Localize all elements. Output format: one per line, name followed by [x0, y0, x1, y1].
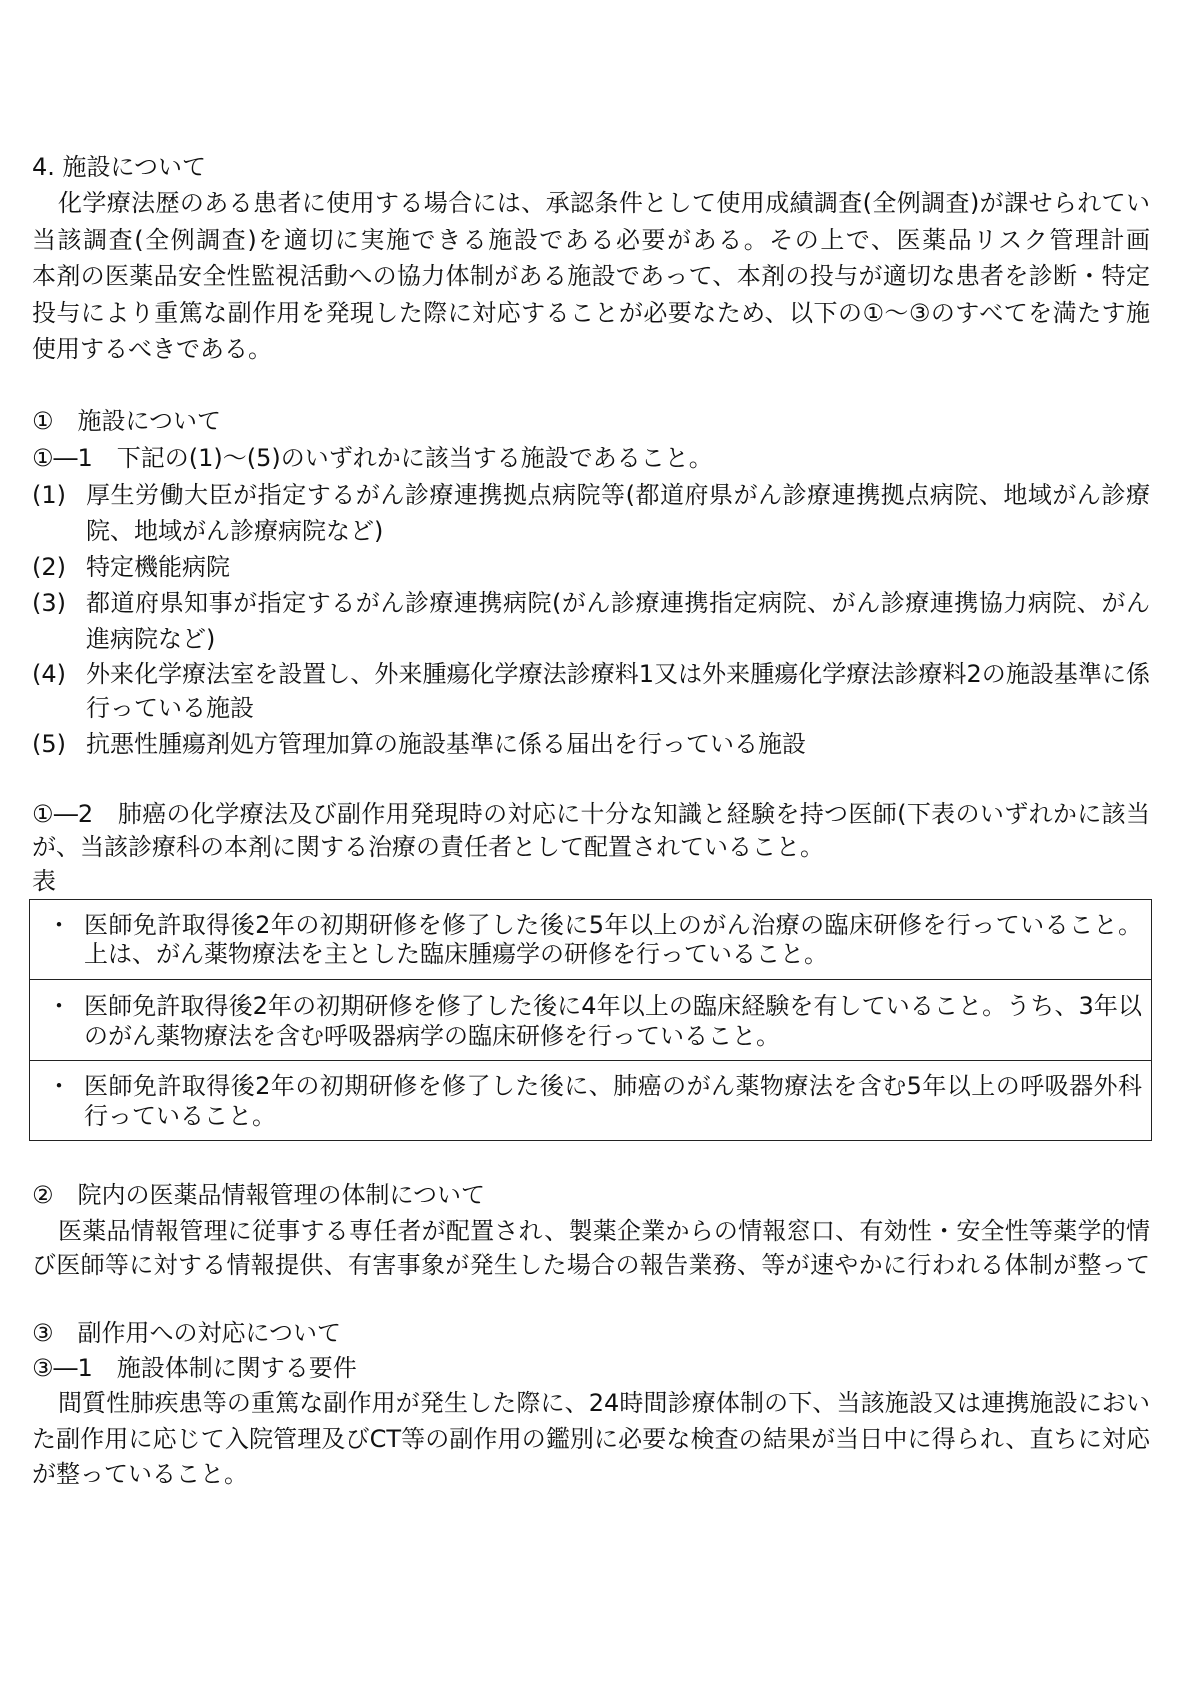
list-item-text: 厚生労働大臣が指定するがん診療連携拠点病院等(都道府県がん診療連携拠点病院、地域がん診療 — [86, 481, 1150, 509]
list-item-number: (2) — [32, 553, 66, 581]
subsection-1-2-line: ①―2 肺癌の化学療法及び副作用発現時の対応に十分な知識と経験を持つ医師(下表のいずれかに該当 — [32, 800, 1150, 828]
subsection-3-1-heading: ③―1 施設体制に関する要件 — [32, 1354, 357, 1382]
subsection-2-heading: ② 院内の医薬品情報管理の体制について — [32, 1181, 486, 1209]
table-cell-text: 医師免許取得後2年の初期研修を修了した後に5年以上のがん治療の臨床研修を行っていること。 — [84, 911, 1142, 939]
paragraph-line: が整っていること。 — [32, 1460, 248, 1488]
list-item-number: (5) — [32, 730, 66, 758]
list-item-number: (1) — [32, 481, 66, 509]
table-divider — [29, 979, 1151, 980]
subsection-1-2-line: が、当該診療科の本剤に関する治療の責任者として配置されていること。 — [32, 833, 824, 861]
section-4-heading: 4. 施設について — [32, 153, 207, 181]
subsection-3-heading: ③ 副作用への対応について — [32, 1319, 342, 1347]
list-item-text: 特定機能病院 — [86, 553, 230, 581]
paragraph-line: 化学療法歴のある患者に使用する場合には、承認条件として使用成績調査(全例調査)が課せられてい — [58, 189, 1150, 217]
paragraph-line: 投与により重篤な副作用を発現した際に対応することが必要なため、以下の①～③のすべてを満たす施 — [32, 299, 1150, 327]
paragraph-line: 医薬品情報管理に従事する専任者が配置され、製薬企業からの情報窓口、有効性・安全性等薬学的情 — [58, 1217, 1150, 1245]
list-item-text: 都道府県知事が指定するがん診療連携病院(がん診療連携指定病院、がん診療連携協力病院、がん — [86, 589, 1150, 617]
table-cell-text: 医師免許取得後2年の初期研修を修了した後に、肺癌のがん薬物療法を含む5年以上の呼吸器外科 — [84, 1072, 1142, 1100]
list-item-text: 外来化学療法室を設置し、外来腫瘍化学療法診療料1又は外来腫瘍化学療法診療料2の施設基準に係 — [86, 660, 1150, 688]
table-cell-text: 医師免許取得後2年の初期研修を修了した後に4年以上の臨床経験を有していること。うち、3年以 — [84, 992, 1142, 1020]
paragraph-line: 間質性肺疾患等の重篤な副作用が発生した際に、24時間診療体制の下、当該施設又は連携施設におい — [58, 1389, 1150, 1417]
paragraph-line: び医師等に対する情報提供、有害事象が発生した場合の報告業務、等が速やかに行われる体制が整って — [32, 1251, 1150, 1279]
subsection-1-heading: ① 施設について — [32, 407, 222, 435]
table-cell-text: のがん薬物療法を含む呼吸器病学の臨床研修を行っていること。 — [84, 1022, 780, 1050]
paragraph-line: 当該調査(全例調査)を適切に実施できる施設である必要がある。その上で、医薬品リスク管理計画 — [32, 226, 1150, 254]
list-item-number: (3) — [32, 589, 66, 617]
paragraph-line: 使用するべきである。 — [32, 335, 272, 363]
bullet: ・ — [47, 911, 71, 939]
list-item-text: 進病院など) — [86, 625, 216, 653]
list-item-text: 抗悪性腫瘍剤処方管理加算の施設基準に係る届出を行っている施設 — [86, 730, 806, 758]
list-item-text: 行っている施設 — [86, 694, 254, 722]
list-item-text: 院、地域がん診療病院など) — [86, 517, 384, 545]
paragraph-line: た副作用に応じて入院管理及びCT等の副作用の鑑別に必要な検査の結果が当日中に得られ、直ちに対応 — [32, 1425, 1150, 1453]
list-item-number: (4) — [32, 660, 66, 688]
bullet: ・ — [47, 992, 71, 1020]
table-cell-text: 上は、がん薬物療法を主とした臨床腫瘍学の研修を行っていること。 — [84, 940, 828, 968]
paragraph-line: 本剤の医薬品安全性監視活動への協力体制がある施設であって、本剤の投与が適切な患者を診断・特定 — [32, 262, 1150, 290]
table-cell-text: 行っていること。 — [84, 1102, 276, 1130]
table-divider — [29, 1060, 1151, 1061]
table-label: 表 — [32, 867, 56, 895]
subsection-1-1-heading: ①―1 下記の(1)～(5)のいずれかに該当する施設であること。 — [32, 444, 713, 472]
bullet: ・ — [47, 1072, 71, 1100]
